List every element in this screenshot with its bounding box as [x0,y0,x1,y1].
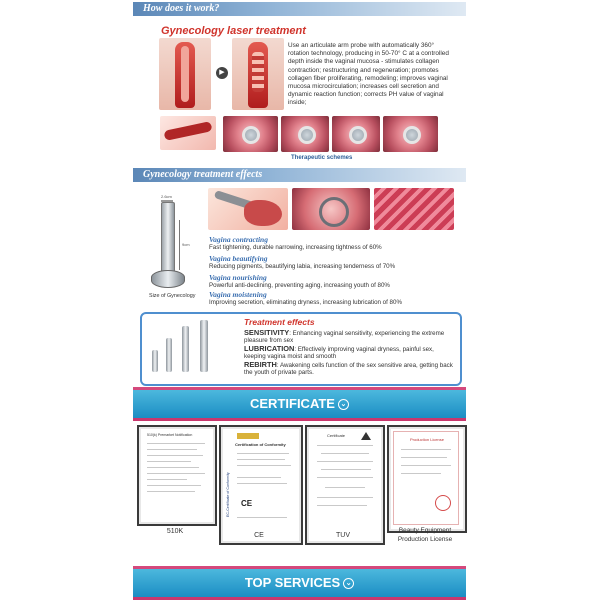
sensitivity-text: : Enhancing vaginal sensitivity, experiencing the extreme pleasure from sex [244,330,445,345]
treatment-title: Treatment effects [244,317,315,327]
certificate-frame-ce: EC-Certificate of Conformity Certification of Conformity CE [219,425,303,545]
treatment-text [244,329,454,376]
rebirth-label: REBIRTH [244,359,277,369]
certificate-frame-510k [137,425,217,526]
treatment-effects-box [140,312,462,386]
probe-shaft [161,202,175,274]
scheme-image-3 [332,116,380,152]
effect-title-1: Vagina contracting [209,235,268,244]
dim-top-label: 2.6cm [161,194,172,199]
size-illustration [143,190,203,308]
cert-label-ce: CE [254,532,264,539]
lubrication-label: LUBRICATION [244,343,295,353]
scheme-image-1 [223,116,278,152]
probe-side-image [160,116,216,150]
cert-doc-title-tuv: Certificate [327,433,346,438]
effect-text-4: Improving secretion, eliminating dryness, increasing lubrication of 80% [209,299,402,306]
rebirth-text: : Awakening cells function of the sex sensitive area, getting back the youth of private parts. [244,361,453,377]
effect-text-3: Powerful anti-declining, preventing aging, increasing youth of 80% [209,282,390,289]
lubrication-text: : Effectively improving vaginal dryness, painful sex, keeping vagina moist and smooth [244,345,434,361]
top-services-banner-text: TOP SERVICES [244,575,341,590]
tissue-image-1 [292,188,370,230]
chevron-down-circle-icon: ⌄ [338,399,349,410]
how-header-text: How does it work? [143,3,220,14]
probe-tip-1 [152,350,158,372]
effects-header-bar [133,168,466,182]
cert-label-tuv: TUV [336,532,350,539]
effect-text-1: Fast tightening, durable narrowing, increasing tightness of 60% [209,244,382,251]
effects-header-text: Gynecology treatment effects [143,169,263,180]
scheme-image-4 [383,116,438,152]
probe-base [151,270,185,288]
effects-list [209,235,459,306]
arrow-right-icon: ▶ [216,67,228,79]
certificate-frame-license [387,425,467,533]
probe-before-image [159,38,211,110]
probe-after-image [232,38,284,110]
cert-doc-title-ce: EC-Certificate of Conformity [226,472,230,517]
probe-tip-3 [182,326,189,372]
probe-tip-2 [166,338,172,372]
schemes-caption: Therapeutic schemes [291,155,353,161]
probe-tip-4 [200,320,208,372]
laser-treatment-title: Gynecology laser treatment [161,25,306,37]
how-header-bar [133,2,466,16]
cert-label-510k: 510K [166,528,184,535]
cert-doc-title-license: Production License [409,437,445,442]
effect-title-4: Vagina moistening [209,290,267,299]
cert-doc-title-510k: 510(k) Premarket Notification [147,433,193,437]
cert-label-license: Beauty Equipment Production License [397,527,453,543]
cert-doc-heading-ce: Certification of Conformity [235,442,286,447]
tissue-image-2 [374,188,454,230]
chevron-down-circle-icon: ⌄ [343,578,354,589]
sensitivity-label: SENSITIVITY [244,328,290,337]
effect-text-2: Reducing pigments, beautifying labia, increasing tenderness of 70% [209,263,396,270]
laser-description: Use an articulate arm probe with automatically 360° rotation technology, producing in 50-70° C at a controlled depth inside the vaginal mucosa - stimulates collagen contraction; restructuring and regeneration; promotes collagen fiber proliferating, remodeling; improves vaginal mucosa microcirculation; increases cell secretion and dynamic reaction function; corrects PH value of vaginal inside; [288,42,449,107]
certificate-banner-text: CERTIFICATE [250,396,335,411]
top-services-banner [133,566,466,600]
dim-side-label: 9cm [182,242,190,247]
certificate-frame-tuv [305,425,385,545]
scheme-image-2 [281,116,329,152]
effect-title-3: Vagina nourishing [209,273,267,282]
probe-illustration [159,38,284,110]
size-label: Size of Gynecology [149,293,196,299]
effect-title-2: Vagina beautifying [209,254,268,263]
certificate-banner [133,387,466,421]
anatomy-image [208,188,288,230]
